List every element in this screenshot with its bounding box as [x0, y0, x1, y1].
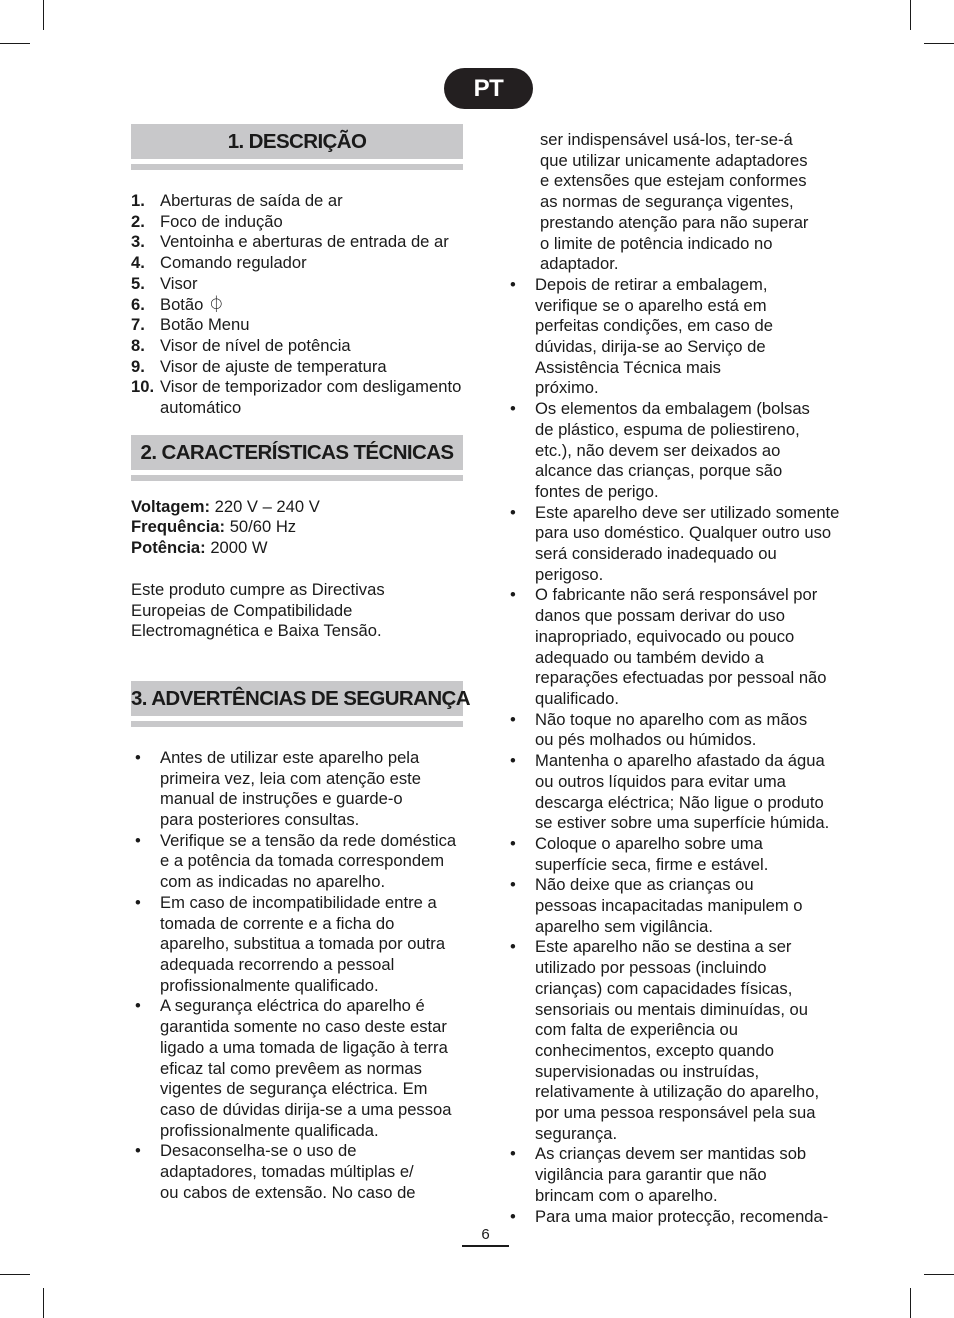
- item-number: 4.: [131, 253, 145, 273]
- safety-warning-item: [131, 996, 463, 1141]
- description-item: [131, 253, 463, 274]
- safety-warning-item: [131, 748, 463, 831]
- crop-mark: [0, 43, 30, 44]
- safety-warning-item: [506, 1207, 846, 1228]
- warning-text: Não toque no aparelho com as mãos ou pés molhados ou húmidos.: [535, 709, 808, 750]
- right-column: [506, 130, 846, 1227]
- bullet-icon: •: [510, 585, 516, 605]
- page-number: 6: [481, 1226, 490, 1243]
- item-text: Aberturas de saída de ar: [160, 191, 343, 210]
- bullet-icon: •: [135, 1141, 141, 1161]
- crop-mark: [910, 1288, 911, 1318]
- spec-voltage: Voltagem: 220 V – 240 V: [131, 496, 320, 516]
- section-heading-technical: 2. CARACTERÍSTICAS TÉCNICAS: [131, 435, 463, 470]
- bullet-icon: •: [510, 833, 516, 853]
- item-text: Comando regulador: [160, 253, 307, 273]
- warning-text: Antes de utilizar este aparelho pela primeira vez, leia com atenção este manual de instruções e guarde-o para posteriores consultas.: [160, 747, 422, 830]
- safety-warning-item: [506, 710, 846, 751]
- safety-warning-item: [506, 399, 846, 503]
- description-item: [131, 377, 463, 418]
- heading-rule: [131, 164, 463, 170]
- section-heading-safety: 3. ADVERTÊNCIAS DE SEGURANÇA: [131, 681, 463, 716]
- bullet-icon: •: [510, 274, 516, 294]
- bullet-icon: •: [135, 996, 141, 1016]
- bullet-icon: •: [510, 937, 516, 957]
- item-number: 10.: [131, 377, 155, 397]
- item-text: Botão ⏀: [160, 294, 225, 314]
- description-item: [131, 315, 463, 336]
- safety-warning-item: [506, 751, 846, 834]
- bullet-icon: •: [510, 875, 516, 895]
- warning-text: Os elementos da embalagem (bolsas de plástico, espuma de poliestireno, etc.), não devem ser deixados ao alcance das crianças, porque são fontes de perigo.: [535, 399, 810, 501]
- description-list: [131, 191, 463, 419]
- warning-text: Depois de retirar a embalagem, verifique se o aparelho está em perfeitas condições, em caso de dúvidas, dirija-se ao Serviço de Assistência Técnica mais próximo.: [535, 274, 773, 398]
- technical-specs: [131, 497, 463, 559]
- item-number: 2.: [131, 211, 145, 231]
- crop-mark: [924, 43, 954, 44]
- item-text: Foco de indução: [160, 211, 283, 231]
- description-item: [131, 336, 463, 357]
- spec-power: Potência: 2000 W: [131, 538, 268, 558]
- safety-warnings-list: [131, 748, 463, 1203]
- item-number: 8.: [131, 335, 145, 355]
- crop-mark: [924, 1274, 954, 1275]
- description-item: [131, 295, 463, 316]
- item-number: 9.: [131, 356, 145, 376]
- description-item: [131, 357, 463, 378]
- warning-text: O fabricante não será responsável por danos que possam derivar do uso inapropriado, equivocado ou pouco adequado ou também devido a reparações efectuadas por pessoal não qualificado.: [535, 585, 827, 708]
- bullet-icon: •: [510, 709, 516, 729]
- description-item: [131, 212, 463, 233]
- bullet-icon: •: [135, 747, 141, 767]
- item-text: Visor de nível de potência: [160, 335, 351, 355]
- description-item: [131, 232, 463, 253]
- bullet-icon: •: [135, 892, 141, 912]
- bullet-icon: •: [510, 502, 516, 522]
- safety-warning-item: [131, 1141, 463, 1203]
- language-badge: PT: [444, 68, 533, 109]
- item-text: Botão Menu: [160, 315, 250, 335]
- bullet-icon: •: [510, 751, 516, 771]
- item-number: 5.: [131, 273, 145, 293]
- warning-text: As crianças devem ser mantidas sob vigilância para garantir que não brincam com o aparelho.: [535, 1144, 807, 1205]
- bullet-icon: •: [135, 830, 141, 850]
- description-item: [131, 274, 463, 295]
- item-number: 1.: [131, 191, 145, 210]
- page-number-rule: [462, 1245, 509, 1247]
- safety-warning-item: [506, 585, 846, 709]
- warning-text: A segurança eléctrica do aparelho é garantida somente no caso deste estar ligado a uma tomada de ligação à terra eficaz tal como prevêem as normas vigentes de segurança eléctrica. Em caso de dúvidas dirija-se a uma pessoa profissionalmente qualificada.: [160, 996, 452, 1140]
- item-number: 7.: [131, 315, 145, 335]
- crop-mark: [0, 1274, 30, 1275]
- warning-text: Em caso de incompatibilidade entre a tomada de corrente e a ficha do aparelho, substitua a tomada por outra adequada recorrendo a pessoal profissionalmente qualificado.: [160, 892, 446, 995]
- left-column: [131, 124, 470, 1203]
- bullet-icon: •: [510, 1144, 516, 1164]
- warning-text: Este aparelho deve ser utilizado somente para uso doméstico. Qualquer outro uso será considerado inadequado ou perigoso.: [535, 502, 840, 584]
- safety-warning-item: [506, 503, 846, 586]
- item-text: Visor: [160, 273, 198, 293]
- warning-text: Verifique se a tensão da rede doméstica e a potência da tomada correspondem com as indicadas no aparelho.: [160, 830, 457, 892]
- crop-mark: [910, 0, 911, 30]
- description-item: [131, 191, 463, 212]
- safety-warning-item: [506, 875, 846, 937]
- heading-rule: [131, 721, 463, 727]
- warning-text: Para uma maior protecção, recomenda-: [535, 1206, 829, 1226]
- item-number: 6.: [131, 294, 145, 314]
- safety-warning-item: [506, 834, 846, 875]
- warning-text: Este aparelho não se destina a ser utilizado por pessoas (incluindo crianças) com capacidades físicas, sensoriais ou mentais diminuídas, ou com falta de experiência ou conhecimentos, excepto quando supervisionadas ou instruídas, relativamente à utilização do aparelho, por uma pessoa responsável pela sua segurança.: [535, 937, 820, 1143]
- item-text: Ventoinha e aberturas de entrada de ar: [160, 232, 449, 252]
- safety-continuation: ser indispensável usá-los, ter-se-á que utilizar unicamente adaptadores e extensões que estejam conformes as normas de segurança vigentes, prestando atenção para não superar o limite de potência indicado no adaptador.: [540, 130, 809, 274]
- spec-frequency: Frequência: 50/60 Hz: [131, 517, 297, 537]
- bullet-icon: •: [510, 1206, 516, 1226]
- compliance-text: Este produto cumpre as Directivas Europeias de Compatibilidade Electromagnética e Baixa Tensão.: [131, 579, 385, 641]
- warning-text: Não deixe que as crianças ou pessoas incapacitadas manipulem o aparelho sem vigilância.: [535, 875, 803, 936]
- item-text: Visor de ajuste de temperatura: [160, 356, 387, 376]
- crop-mark: [43, 1288, 44, 1318]
- safety-warning-item: [506, 1144, 846, 1206]
- bullet-icon: •: [510, 399, 516, 419]
- safety-warning-item: [506, 275, 846, 399]
- section-heading-description: 1. DESCRIÇÃO: [131, 124, 463, 159]
- crop-mark: [43, 0, 44, 30]
- safety-warning-item: [506, 937, 846, 1144]
- warning-text: Mantenha o aparelho afastado da água ou outros líquidos para evitar uma descarga eléctrica; Não ligue o produto se estiver sobre uma superfície húmida.: [535, 751, 830, 833]
- heading-rule: [131, 475, 463, 481]
- item-text: Visor de temporizador com desligamento automático: [160, 377, 462, 418]
- safety-warning-item: [131, 893, 463, 997]
- safety-warnings-list-continued: [506, 275, 846, 1227]
- safety-warning-item: [131, 831, 463, 893]
- item-number: 3.: [131, 232, 145, 252]
- warning-text: Coloque o aparelho sobre uma superfície seca, firme e estável.: [535, 833, 769, 874]
- warning-text: Desaconselha-se o uso de adaptadores, tomadas múltiplas e/ ou cabos de extensão. No caso de: [160, 1141, 416, 1202]
